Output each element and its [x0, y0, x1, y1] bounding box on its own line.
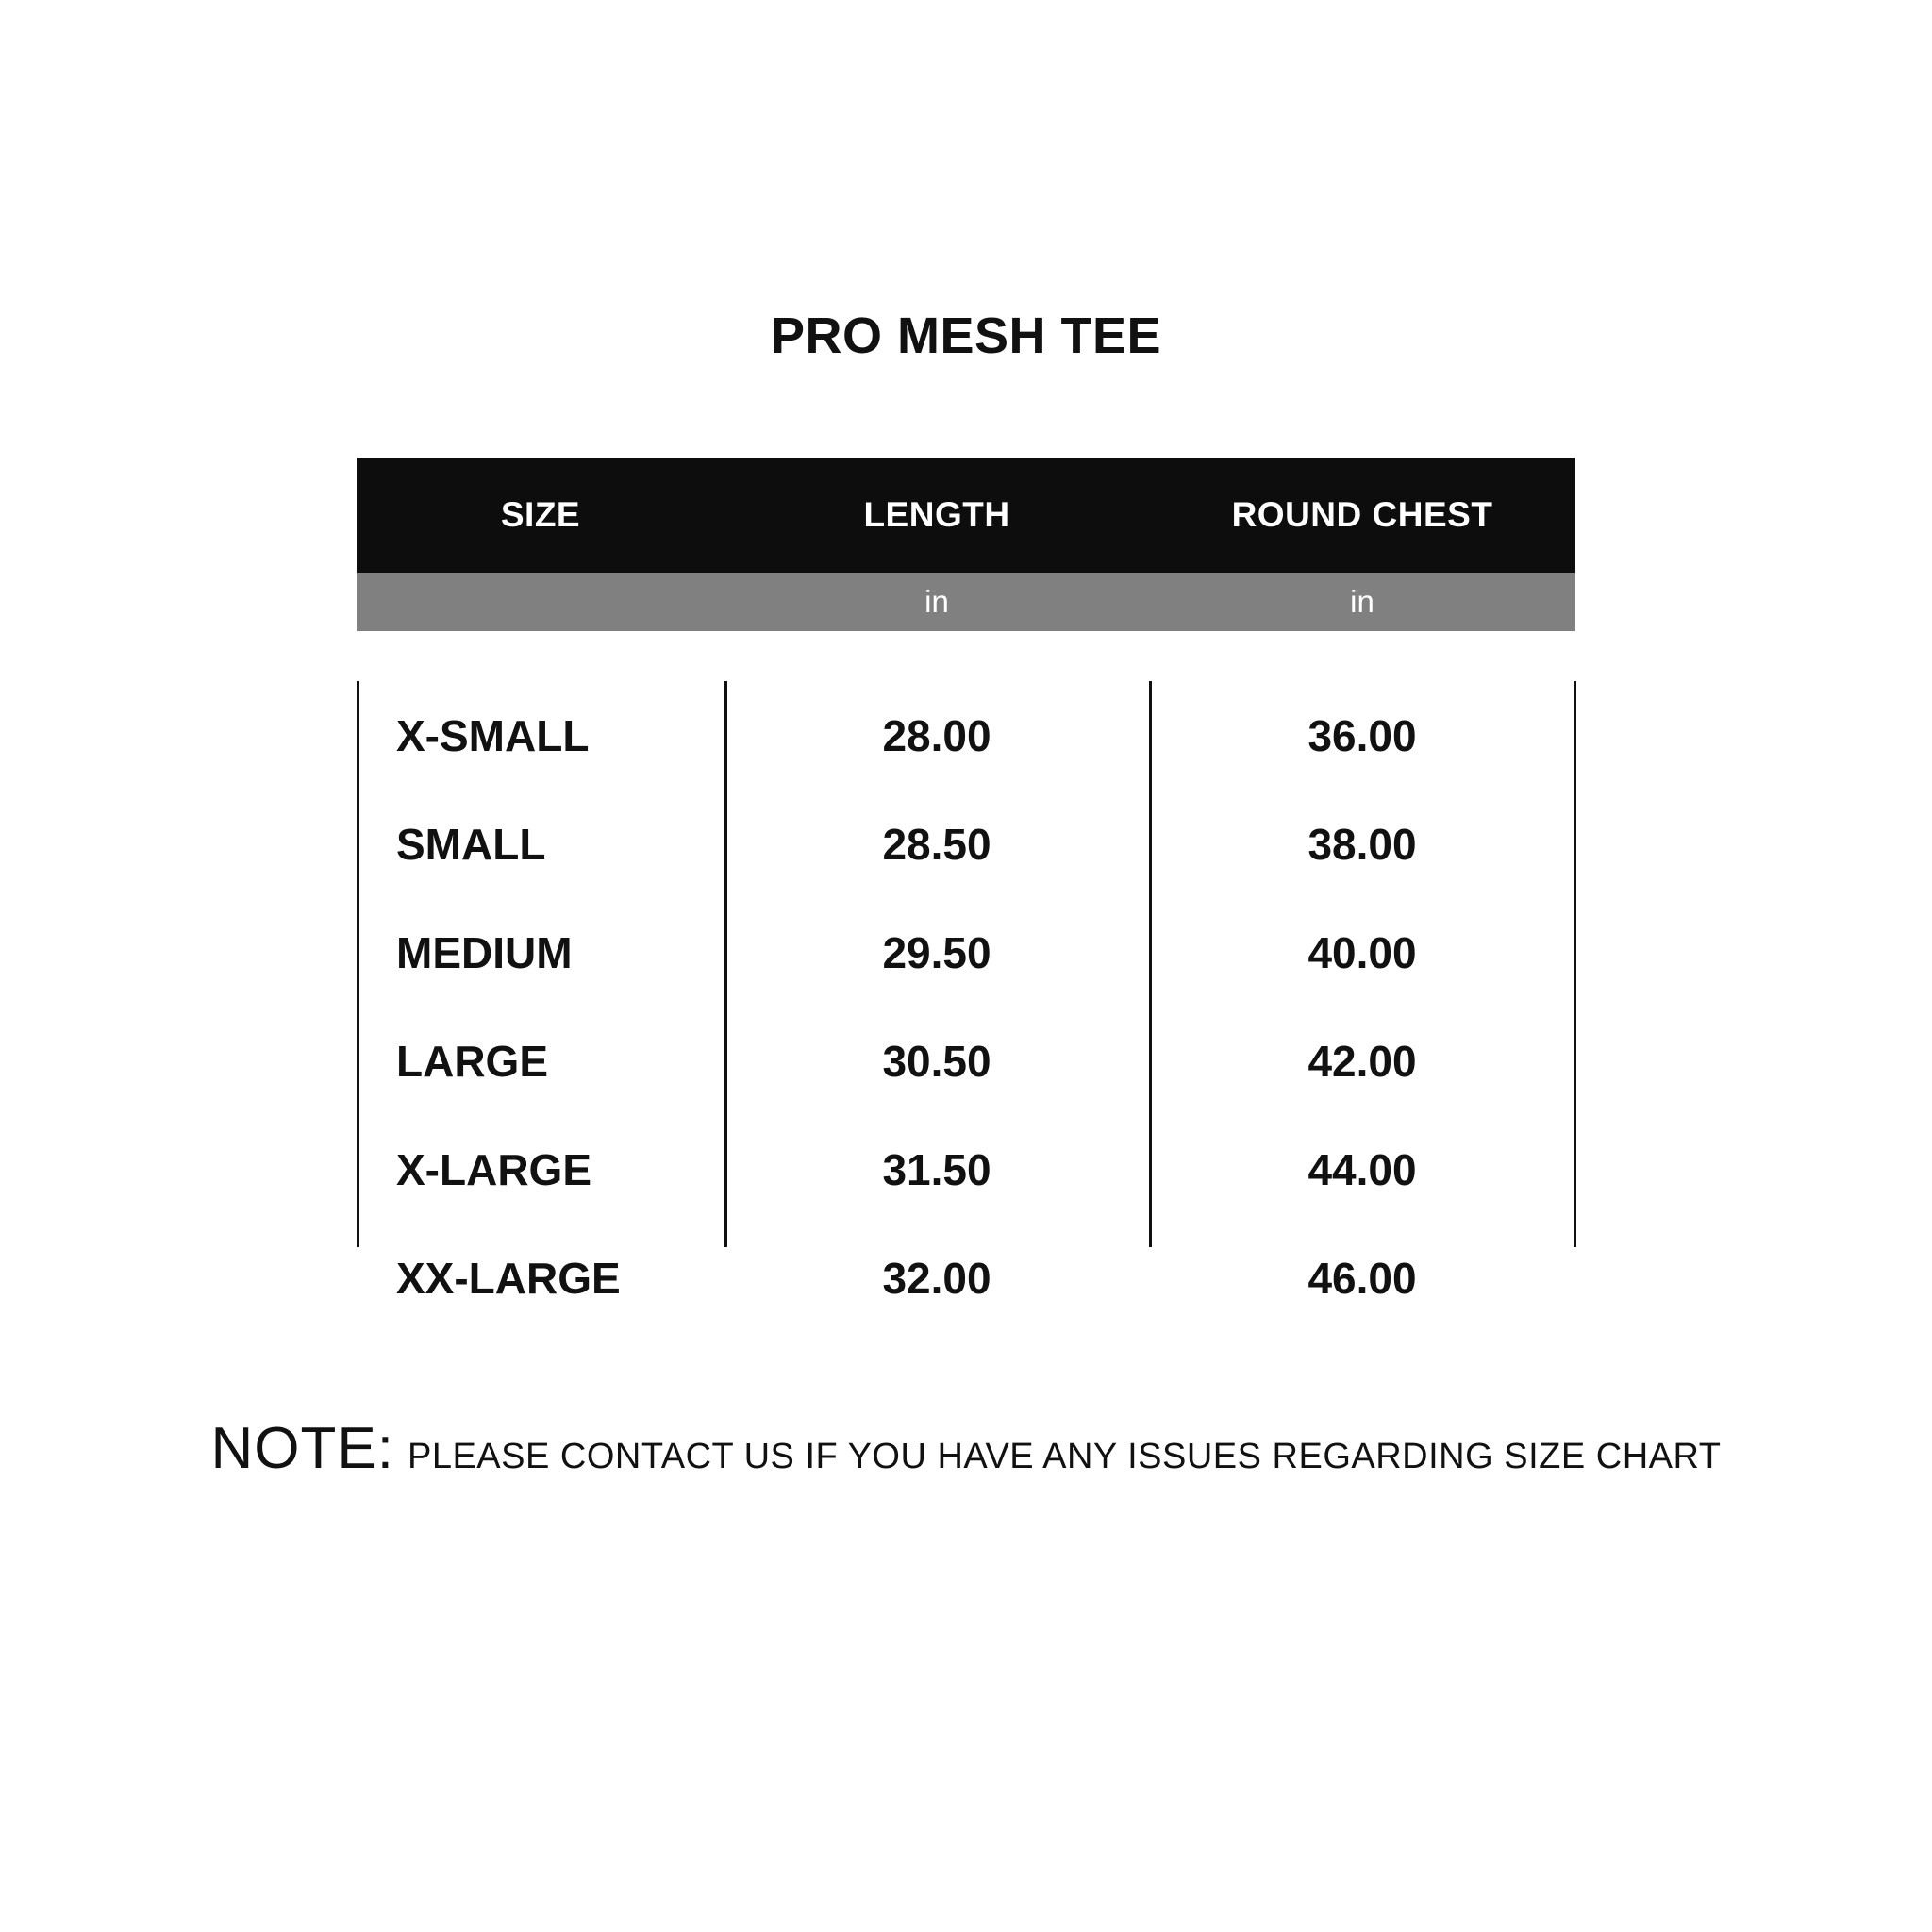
cell-length: 29.50: [882, 927, 991, 977]
note-label: NOTE:: [210, 1416, 394, 1481]
unit-cell-round-chest: in: [1350, 584, 1374, 619]
table-row: [357, 681, 1575, 790]
column-header-length: LENGTH: [863, 495, 1010, 534]
table-row: [357, 1115, 1575, 1224]
table-divider-right: [1574, 681, 1576, 1247]
cell-length: 32.00: [882, 1253, 991, 1303]
cell-round-chest: 46.00: [1307, 1253, 1417, 1303]
table-row: [357, 790, 1575, 898]
column-header-round-chest: ROUND CHEST: [1231, 495, 1493, 534]
note-text: PLEASE CONTACT US IF YOU HAVE ANY ISSUES REGARDING SIZE CHART: [407, 1437, 1722, 1476]
cell-size: X-LARGE: [396, 1144, 591, 1194]
table-header-row: [357, 458, 1575, 573]
cell-round-chest: 42.00: [1307, 1036, 1417, 1086]
cell-round-chest: 44.00: [1307, 1144, 1417, 1194]
cell-length: 30.50: [882, 1036, 991, 1086]
table-unit-row: [357, 573, 1575, 631]
cell-size: X-SMALL: [396, 710, 590, 760]
cell-size: SMALL: [396, 819, 546, 869]
cell-round-chest: 36.00: [1307, 710, 1417, 760]
cell-round-chest: 40.00: [1307, 927, 1417, 977]
table-divider-left: [357, 681, 359, 1247]
cell-size: XX-LARGE: [396, 1253, 621, 1303]
table-body: [357, 681, 1575, 1332]
cell-length: 28.50: [882, 819, 991, 869]
table-divider-2: [1149, 681, 1152, 1247]
cell-round-chest: 38.00: [1307, 819, 1417, 869]
cell-size: LARGE: [396, 1036, 548, 1086]
page-title: PRO MESH TEE: [770, 308, 1162, 364]
table-row: [357, 898, 1575, 1007]
cell-size: MEDIUM: [396, 927, 573, 977]
cell-length: 28.00: [882, 710, 991, 760]
size-table: [357, 458, 1575, 1332]
cell-length: 31.50: [882, 1144, 991, 1194]
table-row: [357, 1224, 1575, 1332]
note-row: [0, 1415, 1932, 1482]
column-header-size: SIZE: [500, 495, 581, 534]
table-row: [357, 1007, 1575, 1115]
table-divider-1: [724, 681, 727, 1247]
unit-cell-length: in: [924, 584, 949, 619]
